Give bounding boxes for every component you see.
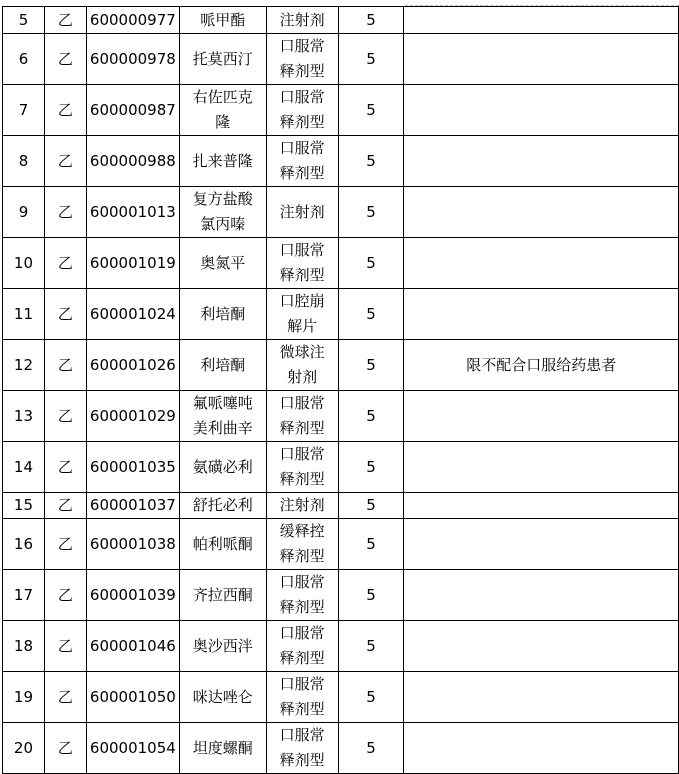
- dosage-form-cell: [266, 85, 338, 136]
- dosage-form-cell-line: 口服常: [279, 139, 325, 157]
- drug-name-cell-line: 奥氮平: [200, 253, 246, 272]
- dosage-form-cell-line: 释剂型: [279, 113, 325, 131]
- drug-name-cell-line: 右佐匹克: [192, 88, 253, 106]
- category-cell: 乙: [44, 723, 86, 774]
- table-row: [3, 672, 679, 723]
- drug-name-cell-line: 齐拉西酮: [192, 585, 253, 604]
- drug-name-cell: [179, 289, 266, 340]
- drug-name-cell-line: 复方盐酸: [192, 190, 253, 208]
- dosage-form-cell-line: 缓释控: [279, 522, 325, 540]
- dosage-form-cell-line: 口服常: [279, 726, 325, 744]
- dosage-form-cell: [266, 493, 338, 519]
- table-row: [3, 493, 679, 519]
- drug-name-cell-line: 坦度螺酮: [192, 738, 253, 757]
- table-row: [3, 238, 679, 289]
- quantity-cell: 5: [338, 85, 404, 136]
- quantity-cell: 5: [338, 570, 404, 621]
- dosage-form-cell: [266, 391, 338, 442]
- drug-code-cell: 600001024: [86, 289, 179, 340]
- remark-cell: [404, 289, 679, 340]
- category-cell: 乙: [44, 570, 86, 621]
- dosage-form-cell-line: 注射剂: [279, 496, 325, 514]
- dosage-form-cell-line: 口服常: [279, 573, 325, 591]
- row-number-cell: 20: [3, 723, 45, 774]
- row-number-cell: 11: [3, 289, 45, 340]
- drug-name-cell: [179, 493, 266, 519]
- drug-name-cell: [179, 391, 266, 442]
- table-row: [3, 289, 679, 340]
- remark-cell: [404, 238, 679, 289]
- remark-cell: [404, 7, 679, 34]
- dosage-form-cell-line: 注射剂: [279, 10, 325, 29]
- table-row: [3, 621, 679, 672]
- drug-name-cell-line: 氟哌噻吨: [192, 394, 253, 412]
- dosage-form-cell-line: 口服常: [279, 394, 325, 412]
- category-cell: 乙: [44, 442, 86, 493]
- row-number-cell: 8: [3, 136, 45, 187]
- row-number-cell: 6: [3, 34, 45, 85]
- dosage-form-cell-line: 注射剂: [279, 202, 325, 221]
- row-number-cell: 18: [3, 621, 45, 672]
- drug-name-cell-line: 托莫西汀: [192, 49, 253, 68]
- drug-code-cell: 600001013: [86, 187, 179, 238]
- drug-code-cell: 600001039: [86, 570, 179, 621]
- dosage-form-cell-line: 口服常: [279, 624, 325, 642]
- quantity-cell: 5: [338, 136, 404, 187]
- remark-cell: [404, 391, 679, 442]
- drug-code-cell: 600001029: [86, 391, 179, 442]
- quantity-cell: 5: [338, 493, 404, 519]
- row-number-cell: 5: [3, 7, 45, 34]
- remark-cell: [404, 519, 679, 570]
- dosage-form-cell: [266, 34, 338, 85]
- table-row: [3, 136, 679, 187]
- drug-code-cell: 600001050: [86, 672, 179, 723]
- drug-code-cell: 600001037: [86, 493, 179, 519]
- drug-name-cell: [179, 672, 266, 723]
- dosage-form-cell-line: 口服常: [279, 675, 325, 693]
- quantity-cell: 5: [338, 238, 404, 289]
- quantity-cell: 5: [338, 289, 404, 340]
- remark-cell: [404, 493, 679, 519]
- dosage-form-cell-line: 释剂型: [279, 700, 325, 718]
- category-cell: 乙: [44, 34, 86, 85]
- drug-code-cell: 600000978: [86, 34, 179, 85]
- drug-table: [2, 6, 679, 774]
- category-cell: 乙: [44, 85, 86, 136]
- table-row: [3, 519, 679, 570]
- category-cell: 乙: [44, 238, 86, 289]
- drug-name-cell: [179, 7, 266, 34]
- drug-code-cell: 600000987: [86, 85, 179, 136]
- drug-name-cell: [179, 85, 266, 136]
- drug-code-cell: 600001035: [86, 442, 179, 493]
- dosage-form-cell: [266, 340, 338, 391]
- table-row: [3, 187, 679, 238]
- dosage-form-cell-line: 微球注: [279, 343, 325, 361]
- drug-name-cell-line: 隆: [215, 113, 231, 131]
- table-row: [3, 570, 679, 621]
- table-row: [3, 442, 679, 493]
- drug-code-cell: 600001026: [86, 340, 179, 391]
- table-row: [3, 85, 679, 136]
- dosage-form-cell-line: 解片: [287, 317, 318, 335]
- remark-cell: [404, 672, 679, 723]
- drug-code-cell: 600000977: [86, 7, 179, 34]
- drug-name-cell: [179, 238, 266, 289]
- quantity-cell: 5: [338, 723, 404, 774]
- dosage-form-cell: [266, 570, 338, 621]
- drug-name-cell-line: 舒托必利: [192, 496, 253, 514]
- category-cell: 乙: [44, 289, 86, 340]
- dosage-form-cell: [266, 238, 338, 289]
- quantity-cell: 5: [338, 442, 404, 493]
- dosage-form-cell-line: 释剂型: [279, 470, 325, 488]
- remark-cell: [404, 570, 679, 621]
- quantity-cell: 5: [338, 672, 404, 723]
- dosage-form-cell-line: 口服常: [279, 37, 325, 55]
- drug-name-cell: [179, 187, 266, 238]
- remark-cell: [404, 621, 679, 672]
- drug-table-body: [3, 7, 679, 774]
- drug-name-cell: [179, 136, 266, 187]
- row-number-cell: 9: [3, 187, 45, 238]
- drug-name-cell-line: 利培酮: [200, 304, 246, 323]
- row-number-cell: 13: [3, 391, 45, 442]
- dosage-form-cell-line: 射剂: [287, 368, 318, 386]
- drug-code-cell: 600001038: [86, 519, 179, 570]
- category-cell: 乙: [44, 672, 86, 723]
- dosage-form-cell: [266, 519, 338, 570]
- row-number-cell: 16: [3, 519, 45, 570]
- quantity-cell: 5: [338, 621, 404, 672]
- dosage-form-cell-line: 释剂型: [279, 164, 325, 182]
- category-cell: 乙: [44, 391, 86, 442]
- drug-name-cell-line: 帕利哌酮: [192, 534, 253, 553]
- drug-code-cell: 600001046: [86, 621, 179, 672]
- row-number-cell: 14: [3, 442, 45, 493]
- table-row: [3, 34, 679, 85]
- drug-code-cell: 600000988: [86, 136, 179, 187]
- dosage-form-cell-line: 释剂型: [279, 547, 325, 565]
- dosage-form-cell: [266, 442, 338, 493]
- drug-name-cell-line: 氯丙嗪: [200, 215, 246, 233]
- drug-code-cell: 600001019: [86, 238, 179, 289]
- remark-cell: [404, 34, 679, 85]
- row-number-cell: 7: [3, 85, 45, 136]
- dosage-form-cell-line: 口服常: [279, 88, 325, 106]
- drug-name-cell: [179, 340, 266, 391]
- category-cell: 乙: [44, 519, 86, 570]
- drug-name-cell-line: 奥沙西泮: [192, 636, 253, 655]
- drug-name-cell: [179, 34, 266, 85]
- dosage-form-cell-line: 释剂型: [279, 649, 325, 667]
- row-number-cell: 17: [3, 570, 45, 621]
- remark-cell: [404, 136, 679, 187]
- dosage-form-cell-line: 释剂型: [279, 598, 325, 616]
- drug-code-cell: 600001054: [86, 723, 179, 774]
- quantity-cell: 5: [338, 187, 404, 238]
- drug-name-cell-line: 扎来普隆: [192, 151, 253, 170]
- drug-name-cell-line: 美利曲辛: [192, 419, 253, 437]
- remark-cell: [404, 442, 679, 493]
- drug-name-cell: [179, 519, 266, 570]
- row-number-cell: 12: [3, 340, 45, 391]
- remark-cell: 限不配合口服给药患者: [404, 340, 679, 391]
- dosage-form-cell: [266, 289, 338, 340]
- row-number-cell: 15: [3, 493, 45, 519]
- category-cell: 乙: [44, 7, 86, 34]
- quantity-cell: 5: [338, 391, 404, 442]
- dosage-form-cell: [266, 621, 338, 672]
- drug-name-cell: [179, 621, 266, 672]
- quantity-cell: 5: [338, 519, 404, 570]
- quantity-cell: 5: [338, 34, 404, 85]
- category-cell: 乙: [44, 187, 86, 238]
- category-cell: 乙: [44, 621, 86, 672]
- category-cell: 乙: [44, 136, 86, 187]
- dosage-form-cell-line: 释剂型: [279, 419, 325, 437]
- table-row: [3, 340, 679, 391]
- dosage-form-cell-line: 释剂型: [279, 62, 325, 80]
- quantity-cell: 5: [338, 7, 404, 34]
- remark-cell: [404, 85, 679, 136]
- table-row: [3, 391, 679, 442]
- dosage-form-cell: [266, 187, 338, 238]
- dosage-form-cell: [266, 136, 338, 187]
- category-cell: 乙: [44, 340, 86, 391]
- drug-name-cell: [179, 570, 266, 621]
- remark-cell: [404, 187, 679, 238]
- category-cell: 乙: [44, 493, 86, 519]
- drug-name-cell-line: 利培酮: [200, 355, 246, 374]
- drug-name-cell-line: 氨磺必利: [192, 457, 253, 476]
- dosage-form-cell-line: 口腔崩: [279, 292, 325, 310]
- drug-name-cell: [179, 442, 266, 493]
- drug-name-cell-line: 哌甲酯: [200, 10, 246, 29]
- row-number-cell: 10: [3, 238, 45, 289]
- row-number-cell: 19: [3, 672, 45, 723]
- drug-name-cell-line: 咪达唑仑: [192, 687, 253, 706]
- dosage-form-cell: [266, 672, 338, 723]
- table-row: [3, 7, 679, 34]
- dosage-form-cell-line: 口服常: [279, 445, 325, 463]
- dosage-form-cell-line: 释剂型: [279, 751, 325, 769]
- dosage-form-cell-line: 口服常: [279, 241, 325, 259]
- quantity-cell: 5: [338, 340, 404, 391]
- dosage-form-cell: [266, 7, 338, 34]
- dosage-form-cell-line: 释剂型: [279, 266, 325, 284]
